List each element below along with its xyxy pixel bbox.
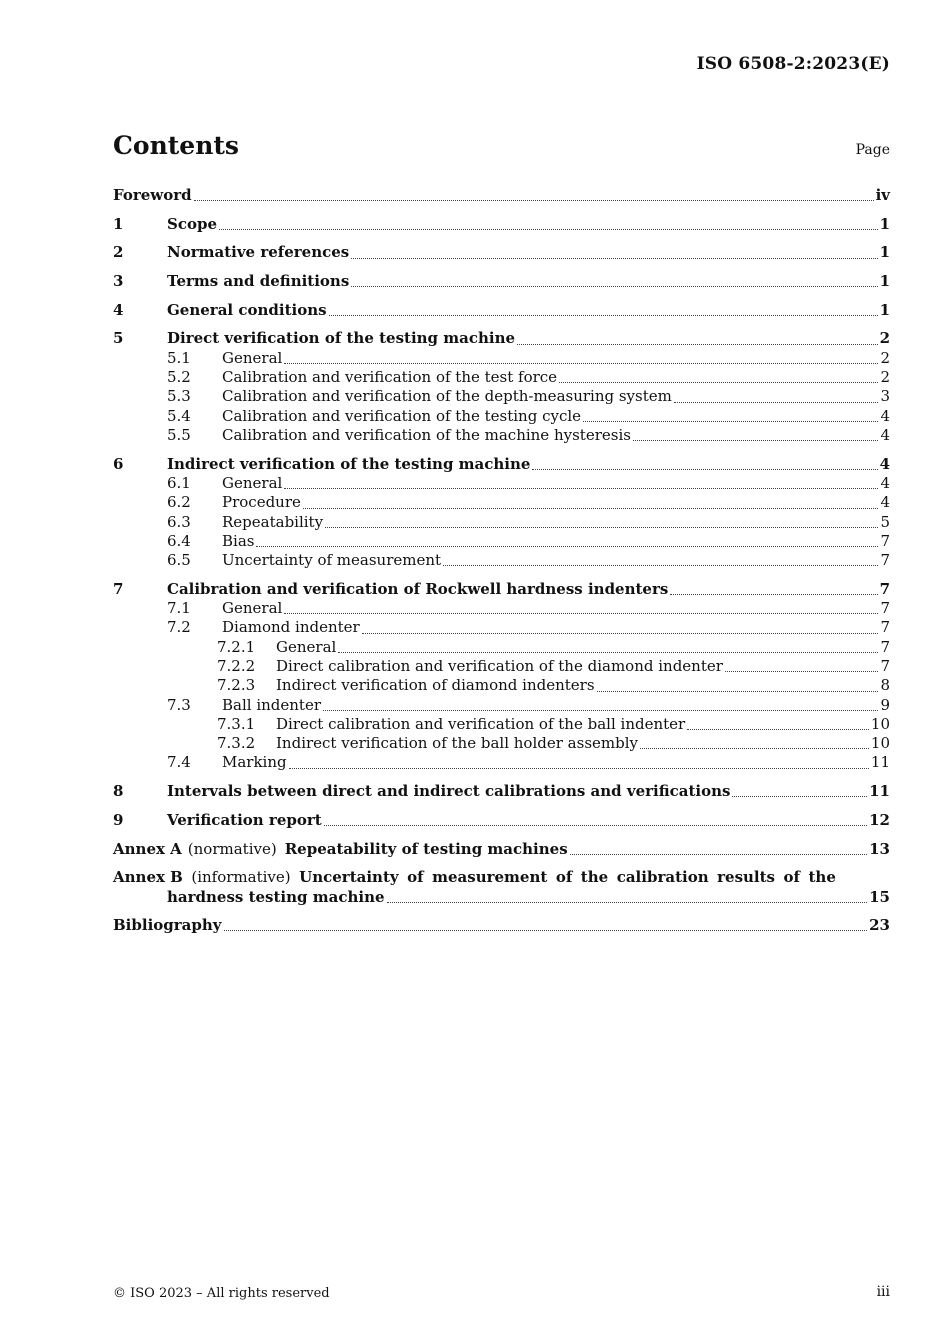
dot-leader <box>256 546 878 547</box>
toc-entry-6[interactable] <box>113 455 890 474</box>
dot-leader <box>289 768 869 769</box>
toc-title: Direct verification of the testing machine <box>167 329 516 348</box>
copyright-notice: © ISO 2023 – All rights reserved <box>113 1286 330 1301</box>
toc-number: 7.2 <box>167 618 191 637</box>
toc-number: 7.2.1 <box>217 637 256 656</box>
toc-entry-7-4[interactable] <box>167 753 890 772</box>
dot-leader <box>532 469 877 470</box>
toc-number: 2 <box>113 243 124 262</box>
title-word: of <box>555 868 573 887</box>
dot-leader <box>443 565 878 566</box>
toc-title: Procedure <box>222 493 301 512</box>
dot-leader <box>559 382 878 383</box>
toc-entry-annex-a[interactable] <box>113 840 890 859</box>
annex-b-line1 <box>113 868 890 887</box>
toc-entry-7-3[interactable] <box>167 696 890 715</box>
dot-leader <box>640 748 869 749</box>
page-title: Contents <box>113 131 240 160</box>
toc-title: General <box>222 348 283 367</box>
toc-page: 7 <box>880 599 890 618</box>
toc-page: 10 <box>870 714 890 733</box>
toc-title: Repeatability of testing machines <box>284 839 568 858</box>
dot-leader <box>284 363 878 364</box>
toc-title: General conditions <box>167 300 327 319</box>
toc-entry-7-2-2[interactable] <box>217 657 890 676</box>
toc-entry-8[interactable] <box>113 782 890 801</box>
toc-number: 9 <box>113 810 124 829</box>
toc-number: 7.2.3 <box>217 676 256 695</box>
dot-leader <box>325 527 878 528</box>
toc-entry-5-1[interactable] <box>167 349 890 368</box>
toc-title: General <box>222 599 283 618</box>
toc-number: 1 <box>113 214 124 233</box>
dot-leader <box>687 729 869 730</box>
dot-leader <box>338 652 878 653</box>
toc-number: 7.2.2 <box>217 656 256 675</box>
toc-page: 10 <box>870 734 890 753</box>
toc-entry-6-4[interactable] <box>167 532 890 551</box>
toc-page: 4 <box>880 473 890 492</box>
toc-page: 23 <box>869 916 890 935</box>
toc-number: 5.4 <box>167 406 191 425</box>
table-of-contents <box>113 186 890 935</box>
annex-type: (normative) <box>187 839 277 858</box>
dot-leader <box>670 594 877 595</box>
toc-entry-7-1[interactable] <box>167 599 890 618</box>
toc-entry-7-2-1[interactable] <box>217 638 890 657</box>
toc-entry-foreword[interactable] <box>113 186 890 205</box>
title-word: measurement <box>432 868 548 887</box>
toc-title: Scope <box>167 214 218 233</box>
toc-entry-5-2[interactable] <box>167 368 890 387</box>
dot-leader <box>633 440 879 441</box>
toc-title: hardness testing machine <box>167 887 385 906</box>
toc-title: Marking <box>222 753 287 772</box>
toc-entry-6-1[interactable] <box>167 474 890 493</box>
toc-entry-3[interactable] <box>113 272 890 291</box>
toc-entry-7-2-3[interactable] <box>217 676 890 695</box>
toc-page: 4 <box>880 406 890 425</box>
toc-page: iv <box>875 186 890 204</box>
dot-leader <box>725 671 879 672</box>
title-word: of <box>407 868 424 887</box>
toc-page: 2 <box>879 329 890 348</box>
toc-page: 13 <box>869 839 890 858</box>
toc-page: 1 <box>879 272 890 291</box>
toc-page: 2 <box>880 368 890 387</box>
toc-title: General <box>222 473 283 492</box>
toc-entry-6-2[interactable] <box>167 493 890 512</box>
toc-title: Calibration and verification of the machine hysteresis <box>222 425 631 444</box>
toc-number: 5 <box>113 329 124 348</box>
dot-leader <box>387 902 868 903</box>
toc-title: Indirect verification of the testing machine <box>167 454 531 473</box>
page-number: iii <box>876 1284 890 1300</box>
toc-number: 7 <box>113 579 124 598</box>
dot-leader <box>324 825 867 826</box>
toc-page: 7 <box>880 531 890 550</box>
dot-leader <box>583 421 878 422</box>
toc-entry-5[interactable] <box>113 329 890 348</box>
toc-title: General <box>276 637 337 656</box>
toc-entry-6-3[interactable] <box>167 513 890 532</box>
toc-number: 6 <box>113 454 124 473</box>
title-word: results <box>717 868 775 887</box>
dot-leader <box>323 710 878 711</box>
toc-page: 3 <box>880 387 890 406</box>
toc-entry-2[interactable] <box>113 243 890 262</box>
toc-number: 6.1 <box>167 473 191 492</box>
annex-b-line2 <box>113 888 890 907</box>
toc-entry-7-3-2[interactable] <box>217 734 890 753</box>
toc-number: 5.5 <box>167 425 191 444</box>
toc-title: Direct calibration and verification of the diamond indenter <box>276 656 723 675</box>
dot-leader <box>570 854 867 855</box>
toc-title: Verification report <box>167 810 322 829</box>
toc-title: Normative references <box>167 243 350 262</box>
toc-title: Calibration and verification of Rockwell hardness indenters <box>167 579 669 598</box>
toc-page: 9 <box>880 695 890 714</box>
toc-page: 2 <box>880 348 890 367</box>
dot-leader <box>224 930 868 931</box>
title-word: of <box>783 868 800 887</box>
toc-page: 1 <box>879 214 890 233</box>
toc-title: Indirect verification of diamond indenters <box>276 676 595 695</box>
title-word: the <box>580 868 609 887</box>
toc-number: 6.4 <box>167 531 191 550</box>
toc-page: 11 <box>870 753 890 772</box>
dot-leader <box>351 258 877 259</box>
dot-leader <box>303 508 879 509</box>
title-word: the <box>808 868 836 887</box>
toc-number: 6.5 <box>167 551 191 570</box>
title-word: calibration <box>616 868 709 887</box>
toc-title: Ball indenter <box>222 695 322 714</box>
toc-entry-annex-b[interactable] <box>113 868 890 907</box>
toc-page: 5 <box>880 512 890 531</box>
toc-number: 8 <box>113 782 124 801</box>
toc-page: 7 <box>879 579 890 598</box>
toc-title: Calibration and verification of the testing cycle <box>222 406 582 425</box>
toc-number: 5.3 <box>167 387 191 406</box>
toc-title: Bibliography <box>113 916 222 935</box>
toc-title: Intervals between direct and indirect calibrations and verifications <box>167 782 731 801</box>
toc-number: 5.2 <box>167 368 191 387</box>
page-column-label: Page <box>855 142 890 158</box>
dot-leader <box>351 286 877 287</box>
toc-entry-9[interactable] <box>113 811 890 830</box>
dot-leader <box>732 796 867 797</box>
toc-page: 4 <box>879 454 890 473</box>
dot-leader <box>284 488 878 489</box>
toc-page: 1 <box>879 243 890 262</box>
dot-leader <box>329 315 878 316</box>
toc-entry-7-3-1[interactable] <box>217 715 890 734</box>
toc-number: 6.3 <box>167 512 191 531</box>
toc-title: Indirect verification of the ball holder assembly <box>276 734 638 753</box>
toc-entry-5-5[interactable] <box>167 426 890 445</box>
toc-number: 6.2 <box>167 493 191 512</box>
dot-leader <box>517 344 878 345</box>
toc-page: 4 <box>880 425 890 444</box>
toc-entry-5-4[interactable] <box>167 407 890 426</box>
toc-page: 7 <box>880 551 890 570</box>
toc-number: 4 <box>113 300 124 319</box>
toc-number: 7.1 <box>167 599 191 618</box>
toc-entry-4[interactable] <box>113 301 890 320</box>
toc-title: Bias <box>222 531 255 550</box>
toc-page: 7 <box>880 656 890 675</box>
toc-number: 7.3.2 <box>217 734 256 753</box>
toc-number: 3 <box>113 272 124 291</box>
toc-number: 5.1 <box>167 348 191 367</box>
toc-title: Calibration and verification of the test force <box>222 368 558 387</box>
annex-label: Annex A <box>113 839 182 858</box>
toc-entry-7-2[interactable] <box>167 618 890 637</box>
toc-entry-5-3[interactable] <box>167 387 890 406</box>
toc-page: 11 <box>869 782 890 801</box>
toc-title: Foreword <box>113 186 192 204</box>
dot-leader <box>284 613 878 614</box>
toc-number: 7.4 <box>167 753 191 772</box>
toc-title: Direct calibration and verification of the ball indenter <box>276 714 686 733</box>
annex-label: Annex B <box>113 868 183 887</box>
dot-leader <box>362 633 879 634</box>
toc-number: 7.3.1 <box>217 714 256 733</box>
toc-entry-bibliography[interactable] <box>113 916 890 935</box>
toc-title: Calibration and verification of the depth-measuring system <box>222 387 672 406</box>
dot-leader <box>597 691 879 692</box>
dot-leader <box>219 229 878 230</box>
toc-entry-7[interactable] <box>113 580 890 599</box>
dot-leader <box>674 402 879 403</box>
toc-page: 8 <box>880 676 890 695</box>
toc-page: 1 <box>879 300 890 319</box>
document-id: ISO 6508-2:2023(E) <box>696 54 890 74</box>
toc-number: 7.3 <box>167 695 191 714</box>
toc-page: 4 <box>880 493 890 512</box>
dot-leader <box>194 200 874 201</box>
toc-title: Uncertainty of measurement <box>222 551 442 570</box>
toc-title: Terms and definitions <box>167 272 350 291</box>
toc-entry-6-5[interactable] <box>167 551 890 570</box>
toc-title: Diamond indenter <box>222 618 360 637</box>
toc-page: 7 <box>880 618 890 637</box>
toc-entry-1[interactable] <box>113 215 890 234</box>
toc-page: 12 <box>869 810 890 829</box>
toc-page: 15 <box>869 887 890 906</box>
toc-page: 7 <box>880 637 890 656</box>
annex-type: (informative) <box>191 868 291 887</box>
toc-title: Repeatability <box>222 512 324 531</box>
title-word: Uncertainty <box>299 868 399 887</box>
